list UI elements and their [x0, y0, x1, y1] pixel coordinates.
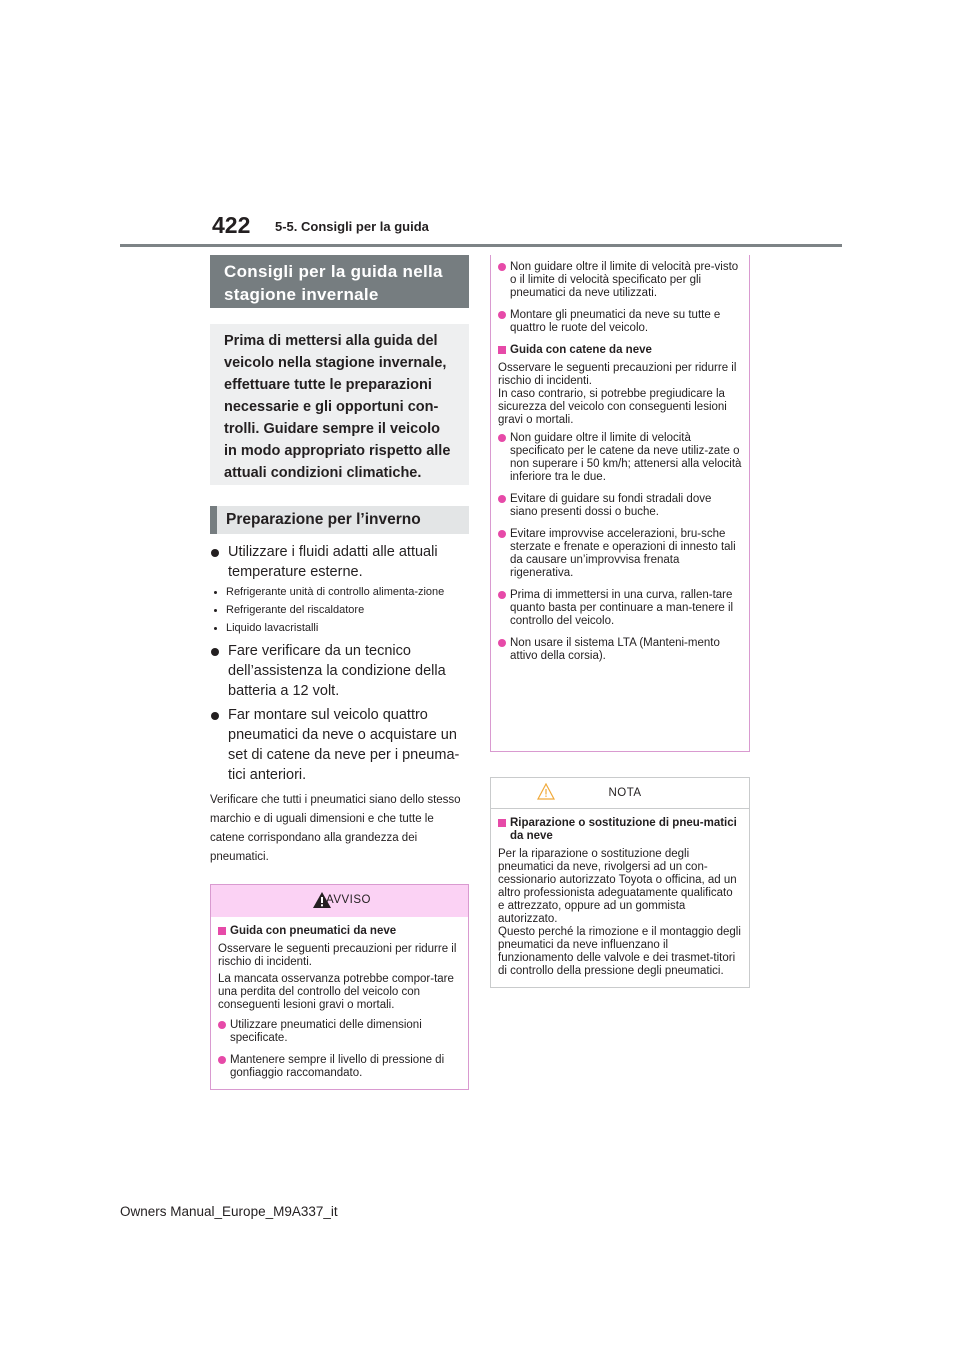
sub-list-item [210, 586, 469, 599]
bullet-icon [498, 639, 506, 647]
bullet-icon [498, 311, 506, 319]
warning-item-text: Mantenere sempre il livello di pressione di gonfiaggio raccomandato. [230, 1054, 445, 1079]
note-label: NOTA [608, 787, 642, 799]
warning-box [210, 884, 469, 1090]
page-number: 422 [212, 212, 251, 238]
square-bullet-icon [218, 927, 226, 935]
warning-section-title-text: Guida con pneumatici da neve [230, 925, 397, 937]
sub-list-item-text: Refrigerante del riscaldatore [226, 604, 365, 616]
warning-paragraph: Osservare le seguenti precauzioni per ridurre il rischio di incidenti. [498, 362, 737, 387]
section-title: 5-5. Consigli per la guida [275, 219, 429, 234]
list-item [210, 542, 469, 582]
warning-item-text: Evitare improvvise accelerazioni, bru-sche sterzate e frenate e operazioni di innesto tali da causare un’improvvisa frenata rigenerativa. [510, 528, 736, 579]
bullet-icon [214, 609, 217, 612]
note-section-title [498, 817, 742, 843]
sub-list-item-text: Refrigerante unità di controllo alimenta-zione [226, 586, 445, 598]
bullet-icon [214, 627, 217, 630]
warning-label: AVVISO [326, 894, 371, 906]
list-item [210, 641, 469, 701]
note-paragraph: Per la riparazione o sostituzione degli pneumatici da neve, rivolgersi ad un con-cessionario autorizzato Toyota o officina, ad un altro professionista adeguatamente qualificato e attrezzato, oppure ad un gommista autorizzato. [498, 848, 737, 925]
warning-item [498, 432, 742, 484]
note-box [490, 777, 750, 988]
bullet-icon [211, 549, 219, 557]
sub-list-item-text: Liquido lavacristalli [226, 622, 319, 634]
warning-item [498, 261, 742, 300]
tire-note-text: Verificare che tutti i pneumatici siano dello stesso marchio e di uguali dimensioni e che tutte le catene corrispondano alla grandezza dei pneumatici. [210, 794, 461, 863]
fluids-sublist [210, 586, 469, 635]
warning-body [211, 917, 468, 1089]
note-body [491, 808, 749, 987]
right-column [490, 255, 750, 988]
main-heading: Consigli per la guida nella stagione invernale [210, 255, 469, 308]
bullet-icon [211, 712, 219, 720]
warning-item-text: Non guidare oltre il limite di velocità pre-visto o il limite di velocità specificato per gli pneumatici da neve utilizzati. [510, 261, 739, 299]
caution-triangle-icon [537, 783, 555, 800]
warning-item-text: Evitare di guidare su fondi stradali dove siano presenti dossi o buche. [510, 493, 712, 518]
intro-box: Prima di mettersi alla guida del veicolo nella stagione invernale, effettuare tutte le preparazioni necessarie e gli opportuni con-trolli. Guidare sempre il veicolo in modo appropriato rispetto alle attuali condizioni climatiche. [210, 324, 469, 485]
warning-item-text: Non guidare oltre il limite di velocità specificato per le catene da neve utiliz-zate o non superare i 50 km/h; attenersi alla velocità inferiore tra le due. [510, 432, 742, 483]
bullet-icon [498, 530, 506, 538]
bullet-icon [218, 1021, 226, 1029]
warning-section-title [218, 925, 461, 938]
warning-item-text: Prima di immettersi in una curva, rallen-tare quanto basta per continuare a man-tenere il controllo del veicolo. [510, 589, 734, 627]
left-column [210, 255, 469, 1090]
warning-item-text: Utilizzare pneumatici delle dimensioni specificate. [230, 1019, 422, 1044]
square-bullet-icon [498, 819, 506, 827]
list-item-text: Fare verificare da un tecnico dell’assistenza la condizione della batteria a 12 volt. [228, 643, 446, 699]
warning-item [498, 589, 742, 628]
bullet-icon [498, 434, 506, 442]
warning-triangle-icon [312, 891, 332, 909]
warning-item [498, 493, 742, 519]
note-paragraph: Questo perché la rimozione e il montaggio degli pneumatici da neve influenzano il funzionamento delle valvole e dei trasmet-titori di controllo della pressione degli pneumatici. [498, 926, 741, 977]
sub-list-item [210, 604, 469, 617]
bullet-icon [498, 263, 506, 271]
warning-item [498, 528, 742, 580]
footer-manual-id: Owners Manual_Europe_M9A337_it [120, 1204, 338, 1219]
warning-paragraph: In caso contrario, si potrebbe pregiudicare la sicurezza del veicolo con conseguenti lesioni gravi o mortali. [498, 388, 727, 426]
warning-item-text: Montare gli pneumatici da neve su tutte e quattro le ruote del veicolo. [510, 309, 721, 334]
warning-paragraph: Osservare le seguenti precauzioni per ridurre il rischio di incidenti. [218, 943, 457, 968]
bullet-icon [218, 1056, 226, 1064]
warning-item [218, 1019, 461, 1045]
warning-header [211, 885, 468, 917]
warning-box-continued [490, 255, 750, 752]
note-section-title-text: Riparazione o sostituzione di pneu-matici da neve [510, 817, 737, 842]
warning-paragraph: La mancata osservanza potrebbe compor-tare una perdita del controllo del veicolo con conseguenti lesioni gravi o mortali. [218, 973, 454, 1011]
list-item-text: Utilizzare i fluidi adatti alle attuali temperature esterne. [228, 544, 438, 580]
list-item [210, 705, 469, 785]
subheading: Preparazione per l’inverno [210, 506, 469, 534]
header-rule [120, 244, 842, 247]
preparation-list [210, 542, 469, 867]
warning-section-title [498, 344, 742, 357]
bullet-icon [214, 591, 217, 594]
warning-section-title-text: Guida con catene da neve [510, 344, 652, 356]
sub-list-item [210, 622, 469, 635]
warning-item [218, 1054, 461, 1080]
square-bullet-icon [498, 346, 506, 354]
warning-item [498, 309, 742, 335]
bullet-icon [498, 495, 506, 503]
warning-item [498, 637, 742, 663]
bullet-icon [211, 648, 219, 656]
warning-item-text: Non usare il sistema LTA (Manteni-mento attivo della corsia). [510, 637, 720, 662]
bullet-icon [498, 591, 506, 599]
list-item-text: Far montare sul veicolo quattro pneumatici da neve o acquistare un set di catene da neve per i pneuma-tici anteriori. [228, 707, 460, 783]
note-header [491, 778, 749, 808]
